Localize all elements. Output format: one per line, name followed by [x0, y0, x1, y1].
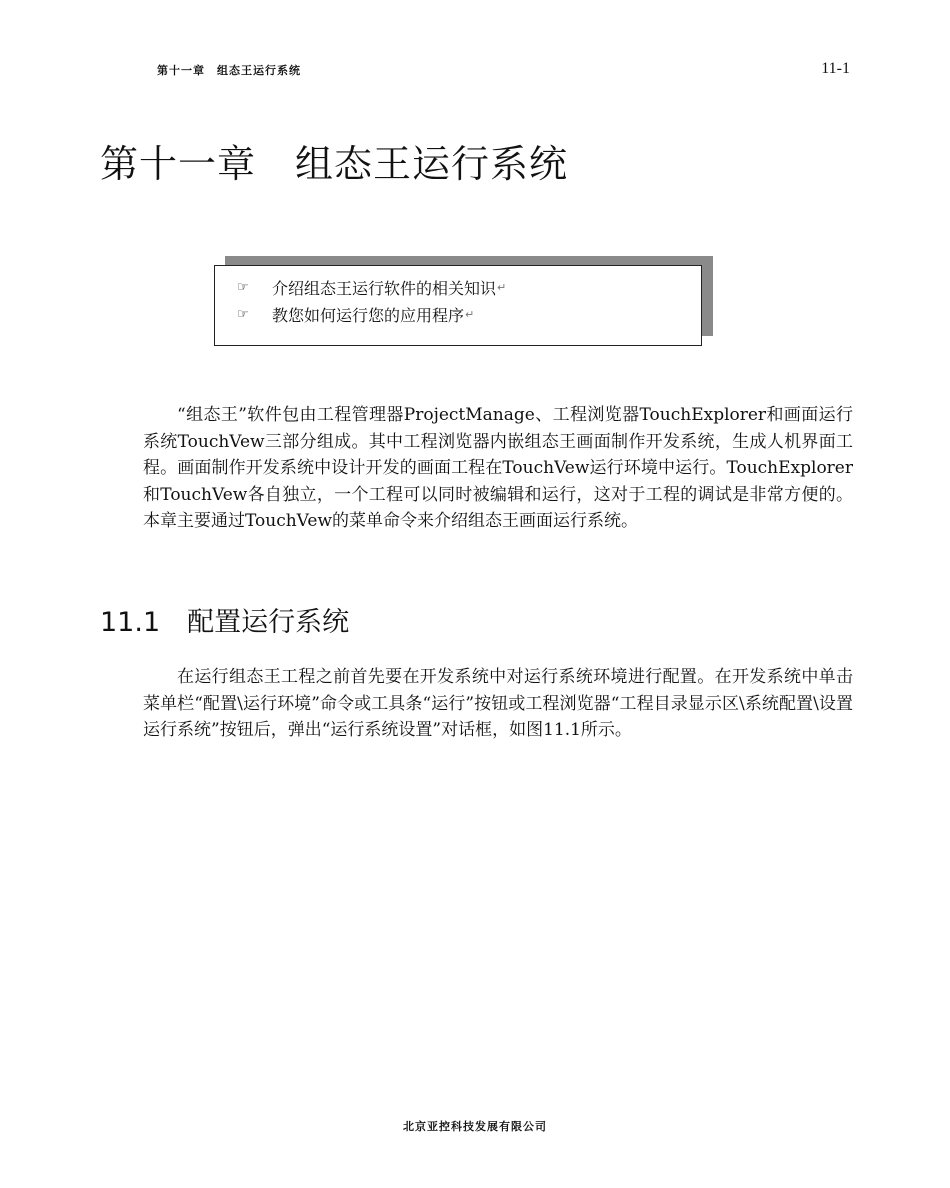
pointing-hand-icon: ☞: [237, 279, 249, 295]
section-paragraph: 在运行组态王工程之前首先要在开发系统中对运行系统环境进行配置。在开发系统中单击菜单栏“配置\运行环境”命令或工具条“运行”按钮或工程浏览器“工程目录显示区\系统配置\设置运行系统”按钮后，弹出“运行系统设置”对话框，如图11.1所示。: [143, 667, 853, 741]
paragraph-return-mark: ↵: [465, 307, 475, 321]
section-heading: 11.1 配置运行系统: [100, 607, 350, 638]
running-chapter-title: 第十一章 组态王运行系统: [157, 64, 301, 77]
chapter-objectives-box: [214, 265, 702, 346]
paragraph-return-mark: ↵: [497, 280, 507, 294]
running-header: [0, 62, 950, 82]
page-number: 11-1: [821, 60, 850, 77]
objective-text: 教您如何运行您的应用程序: [272, 305, 465, 325]
pointing-hand-icon: ☞: [237, 306, 249, 322]
objective-item: [237, 276, 506, 298]
objective-text: 介绍组态王运行软件的相关知识: [272, 278, 497, 298]
footer-company: 北京亚控科技发展有限公司: [403, 1120, 547, 1133]
chapter-title: 第十一章 组态王运行系统: [100, 142, 569, 186]
intro-paragraph: “组态王”软件包由工程管理器ProjectManage、工程浏览器TouchExplorer和画面运行系统TouchVew三部分组成。其中工程浏览器内嵌组态王画面制作开发系统，生成人机界面工程。画面制作开发系统中设计开发的画面工程在TouchVew运行环境中运行。TouchExplorer和TouchVew各自独立，一个工程可以同时被编辑和运行，这对于工程的调试是非常方便的。本章主要通过TouchVew的菜单命令来介绍组态王画面运行系统。: [143, 405, 853, 532]
objective-item: [237, 303, 474, 325]
